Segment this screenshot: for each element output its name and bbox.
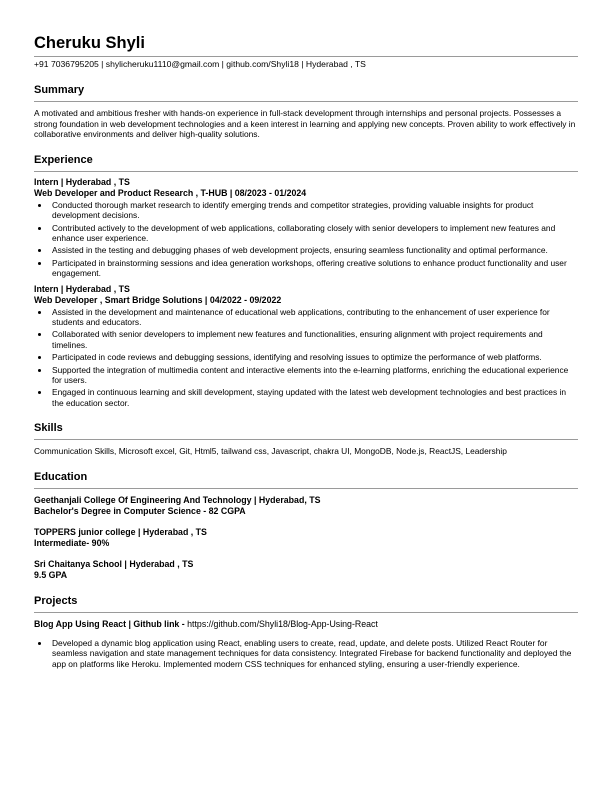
summary-text: A motivated and ambitious fresher with hands-on experience in full-stack development through internships and personal projects. Possesses a strong foundation in web development technologies and a keen interest in learning and applying new concepts. Proven ability to work effectively in collaborative environments and deliver high-quality solutions. bbox=[34, 108, 576, 140]
job-bullet: • Collaborated with senior developers to implement new features and functionalities, ensuring alignment with project requirements and timelines. bbox=[50, 329, 578, 350]
education-degree: Bachelor's Degree in Computer Science - 82 CGPA bbox=[34, 505, 246, 516]
experience-heading: Experience bbox=[34, 153, 93, 166]
education-degree: Intermediate- 90% bbox=[34, 537, 110, 548]
job-bullet: • Participated in code reviews and debugging sessions, identifying and resolving issues to optimize the performance of web platforms. bbox=[50, 352, 578, 362]
candidate-name: Cheruku Shyli bbox=[34, 34, 145, 52]
contact-line: +91 7036795205 | shylicheruku1110@gmail.com | github.com/Shyli18 | Hyderabad , TS bbox=[34, 59, 366, 69]
job-bullet: • Conducted thorough market research to identify emerging trends and competitor strategies, providing valuable insights for product development decisions. bbox=[50, 200, 578, 221]
project-bullet: • Developed a dynamic blog application using React, enabling users to create, read, update, and delete posts. Utilized React Router for seamless navigation and state management techniques for data consistency. Integrated Firebase for backend functionality and deployed the app on platforms like Heroku. Implemented modern CSS techniques for enhanced styling, ensuring a user-friendly experience. bbox=[50, 638, 578, 669]
education-heading: Education bbox=[34, 470, 88, 483]
project-header bbox=[34, 619, 578, 630]
project-bullet-list bbox=[34, 638, 578, 669]
projects-divider bbox=[34, 612, 578, 613]
job-bullet: • Participated in brainstorming sessions and idea generation workshops, offering creative solutions to enhance product functionality and user engagement. bbox=[50, 258, 578, 279]
job-bullet: • Supported the integration of multimedia content and interactive elements into the e-learning platforms, enriching the educational experience for users. bbox=[50, 365, 578, 386]
job-bullet: • Assisted in the testing and debugging phases of web development projects, ensuring seamless functionality and optimal performance. bbox=[50, 245, 578, 255]
job-entry bbox=[34, 177, 578, 279]
job-bullet: • Engaged in continuous learning and skill development, staying updated with the latest web development technologies and best practices in the education sector. bbox=[50, 387, 578, 408]
education-school: Sri Chaitanya School | Hyderabad , TS bbox=[34, 558, 194, 569]
projects-heading: Projects bbox=[34, 594, 78, 607]
education-entry bbox=[34, 495, 578, 517]
education-degree: 9.5 GPA bbox=[34, 569, 68, 580]
education-divider bbox=[34, 488, 578, 489]
education-entry bbox=[34, 559, 578, 581]
project-name: Blog App Using React | Github link - bbox=[34, 618, 188, 629]
summary-heading: Summary bbox=[34, 84, 85, 96]
job-bullet: • Contributed actively to the development of web applications, collaborating closely with senior developers to implement new features and enhance user experience. bbox=[50, 223, 578, 244]
job-bullet-list bbox=[34, 200, 578, 279]
skills-text: Communication Skills, Microsoft excel, Git, Html5, tailwand css, Javascript, chakra UI, MongoDB, Node.js, ReactJS, Leadership bbox=[34, 446, 507, 457]
education-entry bbox=[34, 527, 578, 549]
project-github-link[interactable]: https://github.com/Shyli18/Blog-App-Using-React bbox=[187, 618, 378, 629]
education-school: Geethanjali College Of Engineering And Technology | Hyderabad, TS bbox=[34, 494, 321, 505]
experience-divider bbox=[34, 171, 578, 172]
summary-divider bbox=[34, 101, 578, 102]
job-title-company: Web Developer , Smart Bridge Solutions | 04/2022 - 09/2022 bbox=[34, 294, 282, 305]
education-school: TOPPERS junior college | Hyderabad , TS bbox=[34, 526, 207, 537]
header-divider bbox=[34, 56, 578, 57]
job-bullet: • Assisted in the development and maintenance of educational web applications, contributing to the enhancement of user experience for students and educators. bbox=[50, 307, 578, 328]
skills-heading: Skills bbox=[34, 422, 63, 435]
skills-divider bbox=[34, 439, 578, 440]
job-role-location: Intern | Hyderabad , TS bbox=[34, 176, 130, 187]
job-entry bbox=[34, 284, 578, 409]
job-role-location: Intern | Hyderabad , TS bbox=[34, 283, 130, 294]
job-bullet-list bbox=[34, 307, 578, 409]
job-title-company: Web Developer and Product Research , T-HUB | 08/2023 - 01/2024 bbox=[34, 187, 307, 198]
